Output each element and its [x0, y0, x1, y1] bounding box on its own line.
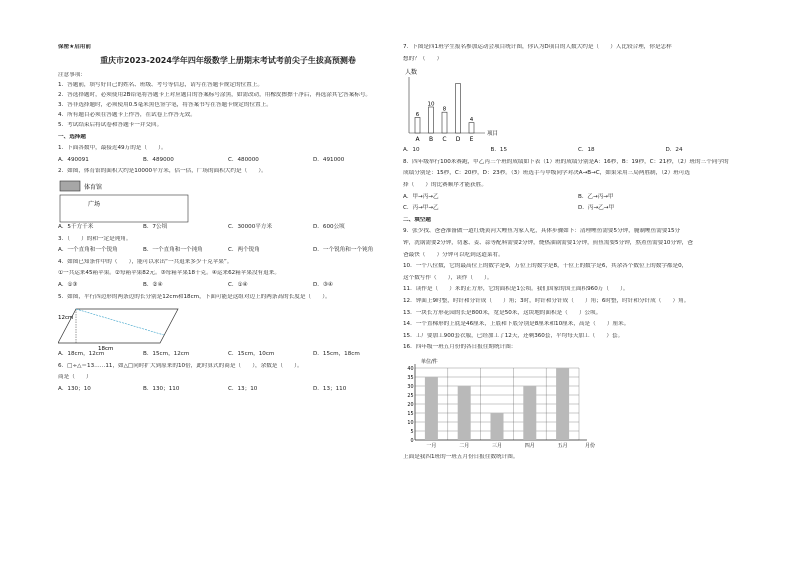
q8-options-row2	[403, 205, 753, 212]
q6-option-b[interactable]: B．130；110	[143, 385, 180, 392]
q9-line-3: 爸最快（ ）分钟可以吃到这道菜肴。	[403, 251, 504, 258]
chart2-ytick-40: 40	[407, 366, 414, 372]
chart2-bar-4	[523, 386, 536, 440]
chart2-category-3: 三月	[491, 442, 503, 449]
q6-options	[58, 386, 398, 393]
section-choice-title: 一、选择题	[58, 133, 86, 140]
q16-chart	[403, 356, 753, 454]
q3-option-a[interactable]: A．一个直角和一个锐角	[58, 247, 118, 254]
q6-option-a[interactable]: A．130；10	[58, 385, 91, 392]
chart1-data-label-b: 10	[427, 101, 435, 108]
chart2-ytick-30: 30	[407, 384, 414, 390]
q1-option-a[interactable]: A．490091	[58, 156, 89, 163]
chart2-bar-2	[458, 386, 471, 440]
q7-option-b[interactable]: B．15	[490, 147, 508, 154]
q7-stem-2: 想的？（ ）	[403, 55, 443, 62]
q5-option-c[interactable]: C．15cm，10cm	[228, 351, 275, 358]
q6-option-d[interactable]: D．13；110	[313, 385, 347, 392]
q3-option-c[interactable]: C．两个锐角	[228, 247, 260, 254]
q7-bar-chart-svg	[403, 67, 523, 147]
chart2-bar-1	[425, 377, 438, 440]
q5-figure	[58, 305, 398, 351]
chart1-bar-c	[442, 112, 447, 133]
chart1-category-a: A	[415, 136, 420, 144]
q8-stem-3: 择（ ）的比赛顺序才能获胜。	[403, 181, 487, 188]
q2-option-a[interactable]: A．5千方千米	[58, 223, 94, 230]
q4-items: ①一共运来45箱苹果。②每箱苹果82元。③每箱苹果18千克。④运来62箱苹果没有退来。	[58, 270, 280, 277]
chart1-ylabel: 人数	[405, 69, 418, 77]
chart2-category-5: 五月	[557, 442, 568, 449]
q8-stem-2: 成绩分别是：15秒，C：20秒，D：23秒。（3）班选手与甲级同学对决A→B→C，如果采用三局两胜制，（2）班可选	[403, 170, 690, 177]
q4-option-d[interactable]: D．③④	[313, 281, 333, 288]
chart1-category-b: B	[428, 136, 434, 144]
secret-label: 保密★启用前	[58, 44, 91, 50]
q5-option-b[interactable]: B．15cm，12cm	[143, 351, 190, 358]
q7-stem: 7．下图是四1班学生报名参加运动会项目统计图，你认为D项目的人数大约是（ ）人比较合理，你是怎样	[403, 44, 672, 50]
chart2-bar-3	[491, 413, 504, 440]
q12-stem: 12．钟面上9时整，时针和分针成（ ）角；3时，时针和分针成（ ）角；6时整，时针和分针成（ ）角。	[403, 297, 690, 304]
q8-option-b[interactable]: B．乙→丙→甲	[578, 193, 614, 200]
q3-options	[58, 247, 398, 254]
chart1-data-label-e: 4	[469, 117, 474, 124]
q7-chart	[403, 67, 753, 147]
chart2-ytick-5: 5	[410, 429, 414, 435]
q2-figure-svg	[58, 180, 208, 224]
q1-option-c[interactable]: C．480000	[228, 156, 259, 163]
note-3: 3．答非选择题时，必须使用0.5毫米黑色签字笔，将答案书写在答题卡规定的位置上。	[58, 102, 272, 108]
q7-option-a[interactable]: A．10	[403, 147, 420, 154]
chart1-bar-b	[429, 107, 434, 133]
chart2-ytick-20: 20	[407, 402, 414, 408]
right-column	[403, 44, 753, 465]
q14-stem: 14．一个直梯形的上底是46厘米，上底和下底分别是8厘米和10厘米，高是（ ）厘米。	[403, 321, 630, 328]
q5-parallelogram-svg	[58, 305, 208, 351]
note-2: 2．答选择题时，必须使用2B铅笔将答题卡上对应题目的答案标号涂黑，如需改动，用橡皮擦擦干净后，再选涂其它答案标号。	[58, 92, 372, 98]
q16-note: 上面是我四1班的一班五月份日报往数统计图。	[403, 453, 519, 460]
notes-title: 注意事项：	[58, 72, 86, 78]
q10-line-1: 10．一个八位数，它的最高位上的数字是9，万位上的数字是8，千位上的数字是6，其余各个数位上的数字都是0，	[403, 263, 688, 270]
note-4: 4．所有题目必须在答题卡上作答，在试卷上作答无效。	[58, 112, 196, 118]
q7-option-c[interactable]: C．18	[578, 147, 595, 154]
q1-stem: 1．下面各数中，最接近49万的是（ ）。	[58, 145, 167, 152]
chart2-ytick-25: 25	[407, 393, 414, 399]
exam-title: 重庆市2023-2024学年四年级数学上册期末考试考前尖子生拔高预测卷	[100, 56, 356, 65]
q1-option-b[interactable]: B．489000	[143, 156, 174, 163]
q9-line-2: 钟，洗锅需要2分钟，切葱、姜、蒜等配料需要2分钟，烧热油锅需要1分钟，煎鱼需要5分钟，熬煮鱼需要10分钟，爸	[403, 239, 693, 246]
q6-option-c[interactable]: C．13；10	[228, 385, 258, 392]
square-label: 广场	[88, 200, 101, 208]
q15-stem: 15．工厂要加工900套衣服，已经加工了12天，还剩360套，平均每天加工（ ）套。	[403, 332, 624, 339]
chart2-ytick-10: 10	[407, 420, 414, 426]
chart2-xlabel: 月份	[585, 442, 596, 449]
chart2-ytick-35: 35	[407, 375, 414, 381]
q10-line-2: 这个数写作（ ），读作（ ）。	[403, 274, 493, 281]
chart1-category-d: D	[455, 136, 461, 144]
chart1-category-e: E	[469, 136, 474, 144]
q3-option-b[interactable]: B．一个直角和一个钝角	[143, 247, 203, 254]
height-line-diagonal	[76, 309, 164, 335]
q8-option-d[interactable]: D．丙→乙→甲	[578, 205, 615, 212]
chart1-data-label-a: 6	[415, 112, 420, 119]
q2-figure	[58, 180, 398, 224]
q8-stem: 8．四年级举行100米赛跑，甲乙丙三个班的成绩如下表（1）班的成绩分别是A：16秒，B：19秒，C：21秒，（2）班的三个同学的	[403, 158, 729, 165]
q11-stem: 11．读作是（ ）米的正方形，它的面积是1公顷。我们国家的国土面积960万（ ）。	[403, 286, 629, 293]
chart2-category-4: 四月	[524, 442, 535, 449]
q9-line-1: 9．张少找、爸爸准备做一道红烧黄河大鲤鱼为家人吃，具体步骤如下：清理鲤鱼需要5分钟，腌制鲤鱼需要15分	[403, 228, 681, 235]
q4-option-b[interactable]: B．②④	[143, 281, 163, 288]
section-fill-title: 二、填空题	[403, 216, 431, 223]
square-rect	[60, 195, 188, 222]
label-18cm: 18cm	[98, 346, 114, 352]
q7-options	[403, 147, 753, 154]
q4-option-a[interactable]: A．①③	[58, 281, 78, 288]
q2-stem: 2．如图，体育馆的面积大约是10000平方米，估一估，广场的面积大约是（ ）。	[58, 168, 267, 175]
q2-option-b[interactable]: B．7公顷	[143, 223, 168, 230]
q5-stem: 5．如图，平行四边形的两条边的长分别是12cm和18cm，下面可能是这组对边上的两条高的长度是（ ）。	[58, 293, 331, 300]
label-12cm: 12cm	[58, 315, 74, 322]
q8-option-c[interactable]: C．丙→甲→乙	[403, 205, 439, 212]
chart1-bar-a	[415, 118, 420, 134]
q16-bar-chart-svg	[403, 356, 603, 454]
q7-option-d[interactable]: D．24	[665, 147, 683, 154]
q8-options-row1	[403, 194, 753, 201]
q2-option-d[interactable]: D．600公顷	[313, 223, 345, 230]
q1-option-d[interactable]: D．491000	[313, 156, 345, 163]
q3-stem: 3．（ ）的和一定是钝角。	[58, 235, 132, 242]
note-1: 1．答题前，填写好自己的姓名、班级、考号等信息，请写在答题卡规定的位置上。	[58, 82, 263, 88]
chart2-ylabel: 单位/件	[421, 358, 438, 365]
q3-option-d[interactable]: D．一个锐角和一个钝角	[313, 247, 374, 254]
q4-options	[58, 282, 398, 289]
chart1-bar-d	[456, 84, 461, 133]
chart1-bar-e	[469, 123, 474, 133]
q6-stem-2: 商是（ ）	[58, 374, 92, 381]
q8-option-a[interactable]: A．甲→丙→乙	[403, 193, 439, 200]
chart2-bar-5	[556, 368, 569, 440]
q13-stem: 13．一块长方形花园的长是800米，宽是50米，这块地的面积是（ ）公顷。	[403, 309, 602, 316]
q5-option-a[interactable]: A．18cm，12cm	[58, 351, 105, 358]
chart2-ytick-15: 15	[407, 411, 414, 417]
q6-stem: 6．□÷△＝13……11，如△□同时扩大到原来的10倍，此时算式的商是（ ），余数是（ ）。	[58, 362, 303, 369]
chart2-category-2: 二月	[459, 442, 470, 449]
chart2-category-1: 一月	[426, 442, 437, 449]
q4-option-c[interactable]: C．①④	[228, 281, 248, 288]
chart1-category-c: C	[442, 136, 447, 144]
q16-stem: 16．四年级一班五月份的各日报往期统计图：	[403, 344, 517, 351]
q2-options	[58, 224, 398, 231]
q1-options	[58, 157, 398, 164]
left-column	[58, 44, 398, 398]
chart1-data-label-c: 8	[442, 106, 447, 113]
chart1-xlabel: 项目	[487, 131, 499, 138]
chart2-ytick-0: 0	[410, 438, 414, 444]
gym-label: 体育馆	[84, 183, 103, 191]
q5-options	[58, 351, 398, 358]
note-5: 5．考试结束后将试卷和答题卡一并交回。	[58, 122, 163, 128]
gym-rect	[60, 181, 80, 191]
q2-option-c[interactable]: C．30000平方米	[228, 223, 273, 230]
q4-stem: 4．如图已知条件中的（ ），能可以求出“一共退来多少千克苹果”。	[58, 258, 233, 265]
q5-option-d[interactable]: D．15cm，18cm	[313, 351, 360, 358]
